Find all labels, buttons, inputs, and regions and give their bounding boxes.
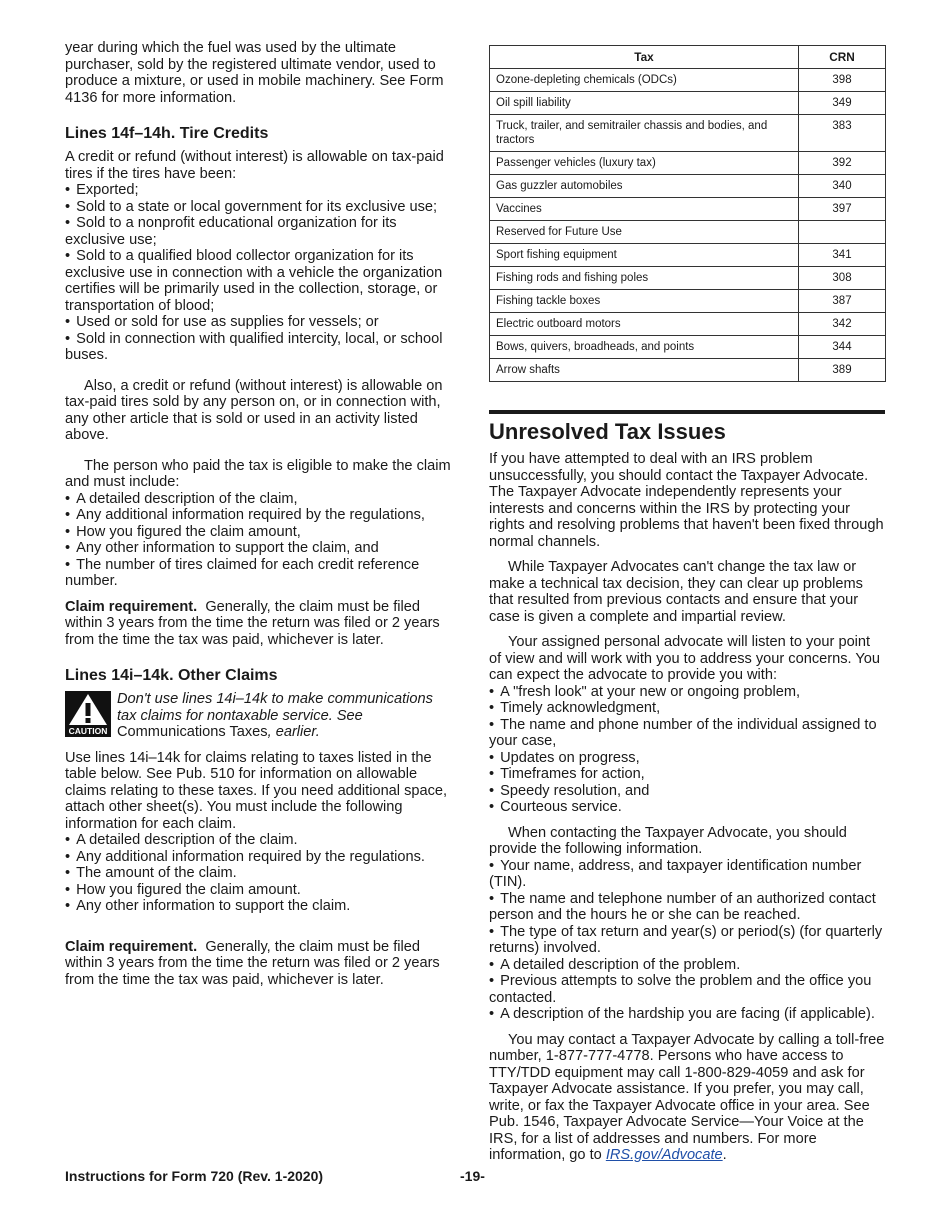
claim-requirement-text: Generally, the claim must be filed within 3 years from the time the return was filed or 2 years from the time the tax was paid, whichever is later. bbox=[65, 598, 440, 648]
section-rule bbox=[489, 410, 885, 414]
crn-cell: 341 bbox=[799, 244, 886, 267]
tax-cell: Truck, trailer, and semitrailer chassis and bodies, and tractors bbox=[490, 115, 799, 152]
page-number: -19- bbox=[460, 1168, 485, 1184]
table-row bbox=[490, 267, 886, 290]
table-row bbox=[490, 69, 886, 92]
tax-cell: Sport fishing equipment bbox=[490, 244, 799, 267]
list-item: • The amount of the claim. bbox=[65, 865, 455, 882]
crn-cell: 344 bbox=[799, 336, 886, 359]
table-row bbox=[490, 115, 886, 152]
list-item: • How you figured the claim amount, bbox=[65, 524, 455, 541]
tax-cell: Reserved for Future Use bbox=[490, 221, 799, 244]
list-item: • Speedy resolution, and bbox=[489, 783, 885, 800]
list-item: • Timeframes for action, bbox=[489, 766, 885, 783]
crn-cell: 342 bbox=[799, 313, 886, 336]
other-claim-requirement bbox=[65, 939, 455, 989]
claim-requirement-label: Claim requirement. bbox=[65, 598, 198, 615]
list-item: • A detailed description of the problem. bbox=[489, 957, 885, 974]
irs-advocate-link[interactable]: IRS.gov/Advocate bbox=[605, 1147, 723, 1163]
table-row bbox=[490, 221, 886, 244]
tax-cell: Ozone-depleting chemicals (ODCs) bbox=[490, 69, 799, 92]
list-item: • A "fresh look" at your new or ongoing problem, bbox=[489, 684, 885, 701]
tax-cell: Oil spill liability bbox=[490, 92, 799, 115]
list-item: • Sold to a nonprofit educational organization for its exclusive use; bbox=[65, 215, 455, 248]
table-row bbox=[490, 198, 886, 221]
unresolved-p2: While Taxpayer Advocates can't change the tax law or make a technical tax decision, they can clear up problems that resulted from previous contacts and ensure that your case is given a complete and impartial review. bbox=[489, 559, 863, 625]
list-item: • A description of the hardship you are facing (if applicable). bbox=[489, 1006, 885, 1023]
caution-text bbox=[117, 691, 455, 741]
list-item: • Updates on progress, bbox=[489, 750, 885, 767]
list-item: • A detailed description of the claim. bbox=[65, 832, 455, 849]
other-claims-heading: Lines 14i–14k. Other Claims bbox=[65, 667, 278, 684]
caution-icon bbox=[65, 691, 111, 737]
unresolved-heading: Unresolved Tax Issues bbox=[489, 419, 726, 444]
contact-info-list bbox=[489, 858, 885, 1023]
tire-bullet-list bbox=[65, 182, 455, 364]
table-row bbox=[490, 92, 886, 115]
unresolved-p3: Your assigned personal advocate will listen to your point of view and will work with you to address your concerns. You can expect the advocate to provide you with: bbox=[489, 634, 880, 683]
tax-cell: Gas guzzler automobiles bbox=[490, 175, 799, 198]
tire-claim-requirement bbox=[65, 599, 455, 649]
list-item: • Sold in connection with qualified intercity, local, or school buses. bbox=[65, 331, 455, 364]
list-item: • Sold to a state or local government for its exclusive use; bbox=[65, 199, 455, 216]
table-header-crn: CRN bbox=[799, 46, 886, 69]
list-item: • Any additional information required by the regulations. bbox=[65, 849, 455, 866]
left-column bbox=[65, 40, 455, 988]
tire-also-paragraph: Also, a credit or refund (without interest) is allowable on tax-paid tires sold by any person on, or in connection with, any other article that is sold or used in an activity listed above. bbox=[65, 377, 443, 443]
intro-paragraph: year during which the fuel was used by the ultimate purchaser, sold by the registered ultimate vendor, used to produce a mixture, or used in mobile machinery. See Form 4136 for more information. bbox=[65, 40, 444, 106]
crn-table bbox=[489, 45, 886, 382]
list-item: • A detailed description of the claim, bbox=[65, 491, 455, 508]
tax-cell: Arrow shafts bbox=[490, 359, 799, 382]
list-item: • Any other information to support the claim. bbox=[65, 898, 455, 915]
crn-cell: 389 bbox=[799, 359, 886, 382]
other-bullet-list bbox=[65, 832, 455, 915]
tax-cell: Bows, quivers, broadheads, and points bbox=[490, 336, 799, 359]
table-row bbox=[490, 336, 886, 359]
table-row bbox=[490, 175, 886, 198]
claim-requirement-text: Generally, the claim must be filed within 3 years from the time the return was filed or 2 years from the time the tax was paid, whichever is later. bbox=[65, 938, 440, 988]
tax-cell: Electric outboard motors bbox=[490, 313, 799, 336]
table-header-row bbox=[490, 46, 886, 69]
table-row bbox=[490, 359, 886, 382]
tax-cell: Vaccines bbox=[490, 198, 799, 221]
list-item: • Used or sold for use as supplies for vessels; or bbox=[65, 314, 455, 331]
table-row bbox=[490, 313, 886, 336]
tax-cell: Passenger vehicles (luxury tax) bbox=[490, 152, 799, 175]
caution-text-end: , earlier. bbox=[267, 724, 320, 740]
crn-cell: 308 bbox=[799, 267, 886, 290]
unresolved-p5-text: You may contact a Taxpayer Advocate by calling a toll-free number, 1-877-777-4778. Persons who have access to TTY/TDD equipment may call 1-800-829-4059 and ask for Taxpayer Advocate assistance. If you prefer, you may call, write, or fax the Taxpayer Advocate office in your area. See Pub. 1546, Taxpayer Advocate Service—Your Voice at the IRS, for a list of addresses and numbers. For more information, go to bbox=[489, 1031, 885, 1163]
caution-note bbox=[65, 691, 455, 741]
table-row bbox=[490, 244, 886, 267]
tire-include-list bbox=[65, 491, 455, 590]
crn-cell: 398 bbox=[799, 69, 886, 92]
unresolved-p5-end: . bbox=[722, 1147, 727, 1163]
crn-cell bbox=[799, 221, 886, 244]
unresolved-p4: When contacting the Taxpayer Advocate, you should provide the following information. bbox=[489, 824, 847, 857]
unresolved-p5 bbox=[489, 1032, 885, 1164]
crn-cell: 387 bbox=[799, 290, 886, 313]
crn-cell: 397 bbox=[799, 198, 886, 221]
crn-cell: 349 bbox=[799, 92, 886, 115]
crn-cell: 392 bbox=[799, 152, 886, 175]
list-item: • Previous attempts to solve the problem and the office you contacted. bbox=[489, 973, 885, 1006]
tire-credits-heading: Lines 14f–14h. Tire Credits bbox=[65, 125, 269, 142]
right-column bbox=[489, 45, 885, 1164]
caution-text-part: Don't use lines 14i–14k to make communications tax claims for nontaxable service. See bbox=[117, 691, 433, 724]
list-item: • The name and phone number of the individual assigned to your case, bbox=[489, 717, 885, 750]
list-item: • Exported; bbox=[65, 182, 455, 199]
tax-cell: Fishing tackle boxes bbox=[490, 290, 799, 313]
advocate-provide-list bbox=[489, 684, 885, 816]
tire-lead: A credit or refund (without interest) is allowable on tax-paid tires if the tires have been: bbox=[65, 149, 444, 182]
list-item: • Sold to a qualified blood collector organization for its exclusive use in connection with a vehicle the organization certifies will be primarily used in the collection, storage, or transportation of blood; bbox=[65, 248, 455, 314]
list-item: • Your name, address, and taxpayer identification number (TIN). bbox=[489, 858, 885, 891]
tax-cell: Fishing rods and fishing poles bbox=[490, 267, 799, 290]
table-header-tax: Tax bbox=[490, 46, 799, 69]
list-item: • The name and telephone number of an authorized contact person and the hours he or she can be reached. bbox=[489, 891, 885, 924]
caution-label: CAUTION bbox=[68, 726, 108, 736]
table-row bbox=[490, 152, 886, 175]
table-row bbox=[490, 290, 886, 313]
claim-requirement-label: Claim requirement. bbox=[65, 938, 198, 955]
list-item: • The type of tax return and year(s) or period(s) (for quarterly returns) involved. bbox=[489, 924, 885, 957]
crn-cell: 340 bbox=[799, 175, 886, 198]
list-item: • Courteous service. bbox=[489, 799, 885, 816]
list-item: • Timely acknowledgment, bbox=[489, 700, 885, 717]
footer-form-title: Instructions for Form 720 (Rev. 1-2020) bbox=[65, 1168, 324, 1184]
list-item: • The number of tires claimed for each credit reference number. bbox=[65, 557, 455, 590]
caution-reference: Communications Taxes bbox=[117, 724, 268, 740]
unresolved-p1: If you have attempted to deal with an IRS problem unsuccessfully, you should contact the Taxpayer Advocate. The Taxpayer Advocate independently represents your interests and concerns within the IRS by protecting your rights and resolving problems that haven't been fixed through normal channels. bbox=[489, 451, 884, 550]
list-item: • How you figured the claim amount. bbox=[65, 882, 455, 899]
list-item: • Any additional information required by the regulations, bbox=[65, 507, 455, 524]
list-item: • Any other information to support the claim, and bbox=[65, 540, 455, 557]
crn-cell: 383 bbox=[799, 115, 886, 152]
other-lead: Use lines 14i–14k for claims relating to taxes listed in the table below. See Pub. 510 for information on allowable claims relating to these taxes. If you need additional space, attach other sheet(s). You must include the following information for each claim. bbox=[65, 749, 448, 832]
tire-person-paragraph: The person who paid the tax is eligible to make the claim and must include: bbox=[65, 457, 451, 490]
